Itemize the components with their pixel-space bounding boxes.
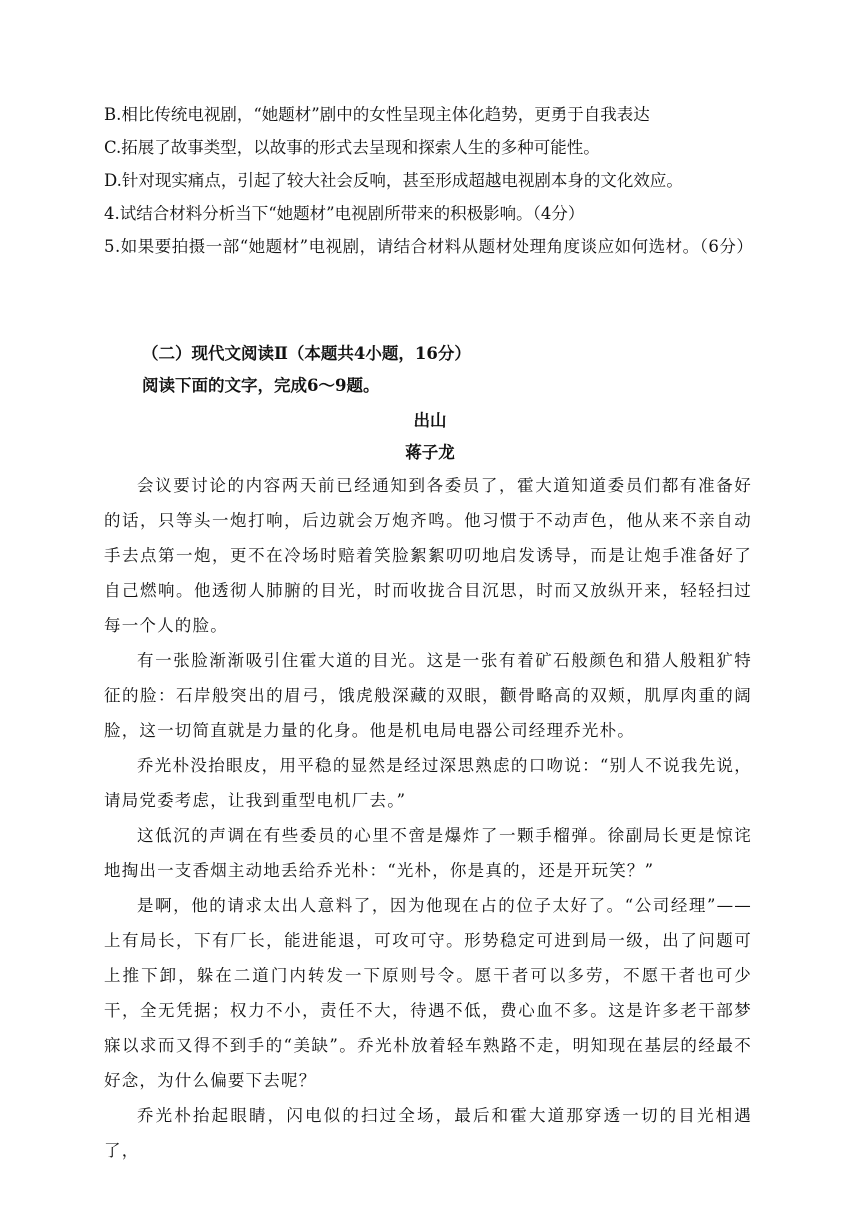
article-author: 蒋子龙 [405, 443, 455, 462]
option-d: D.针对现实痛点，引起了较大社会反响，甚至形成超越电视剧本身的文化效应。 [104, 171, 683, 190]
article-paragraph: 会议要讨论的内容两天前已经通知到各委员了，霍大道知道委员们都有准备好的话，只等头一炮打响，后边就会万炮齐鸣。他习惯于不动声色，他从来不亲自动手去点第一炮，更不在冷场时赔着笑脸絮絮叨叨地启发诱导，而是让炮手准备好了自己燃响。他透彻人肺腑的目光，时而收拢合目沉思，时而又放纵开来，轻轻扫过每一个人的脸。 [104, 476, 752, 635]
option-c: C.拓展了故事类型，以故事的形式去呈现和探索人生的多种可能性。 [104, 138, 600, 157]
question-block [104, 98, 764, 263]
question-5: 5.如果要拍摄一部“她题材”电视剧，请结合材料从题材处理角度谈应如何选材。（6分） [104, 237, 754, 256]
option-b: B.相比传统电视剧，“她题材”剧中的女性呈现主体化趋势，更勇于自我表达 [104, 105, 650, 124]
section-instruction: 阅读下面的文字，完成6～9题。 [142, 376, 380, 395]
section-heading: （二）现代文阅读Ⅱ（本题共4小题，16分） [142, 344, 471, 363]
article-paragraph: 是啊，他的请求太出人意料了，因为他现在占的位子太好了。“公司经理”——上有局长，下有厂长，能进能退，可攻可守。形势稳定可进到局一级，出了问题可上推下卸，躲在二道门内转发一下原则号令。愿干者可以多劳，不愿干者也可少干，全无凭据；权力不小，责任不大，待遇不低，费心血不多。这是许多老干部梦寐以求而又得不到手的“美缺”。乔光朴放着轻车熟路不走，明知现在基层的经最不好念，为什么偏要下去呢？ [104, 896, 752, 1090]
article-body [104, 468, 752, 1168]
article-title: 出山 [413, 411, 447, 430]
article-paragraph: 乔光朴没抬眼皮，用平稳的显然是经过深思熟虑的口吻说：“别人不说我先说，请局党委考虑，让我到重型电机厂去。” [104, 756, 752, 810]
question-4: 4.试结合材料分析当下“她题材”电视剧所带来的积极影响。（4分） [104, 204, 585, 223]
article-paragraph: 这低沉的声调在有些委员的心里不啻是爆炸了一颗手榴弹。徐副局长更是惊诧地掏出一支香烟主动地丢给乔光朴：“光朴，你是真的，还是开玩笑？” [104, 826, 752, 880]
article-paragraph: 乔光朴抬起眼睛，闪电似的扫过全场，最后和霍大道那穿透一切的目光相遇了， [104, 1106, 752, 1160]
article-paragraph: 有一张脸渐渐吸引住霍大道的目光。这是一张有着矿石般颜色和猎人般粗犷特征的脸：石岸般突出的眉弓，饿虎般深藏的双眼，颧骨略高的双颊，肌厚肉重的阔脸，这一切简直就是力量的化身。他是机电局电器公司经理乔光朴。 [104, 651, 752, 740]
